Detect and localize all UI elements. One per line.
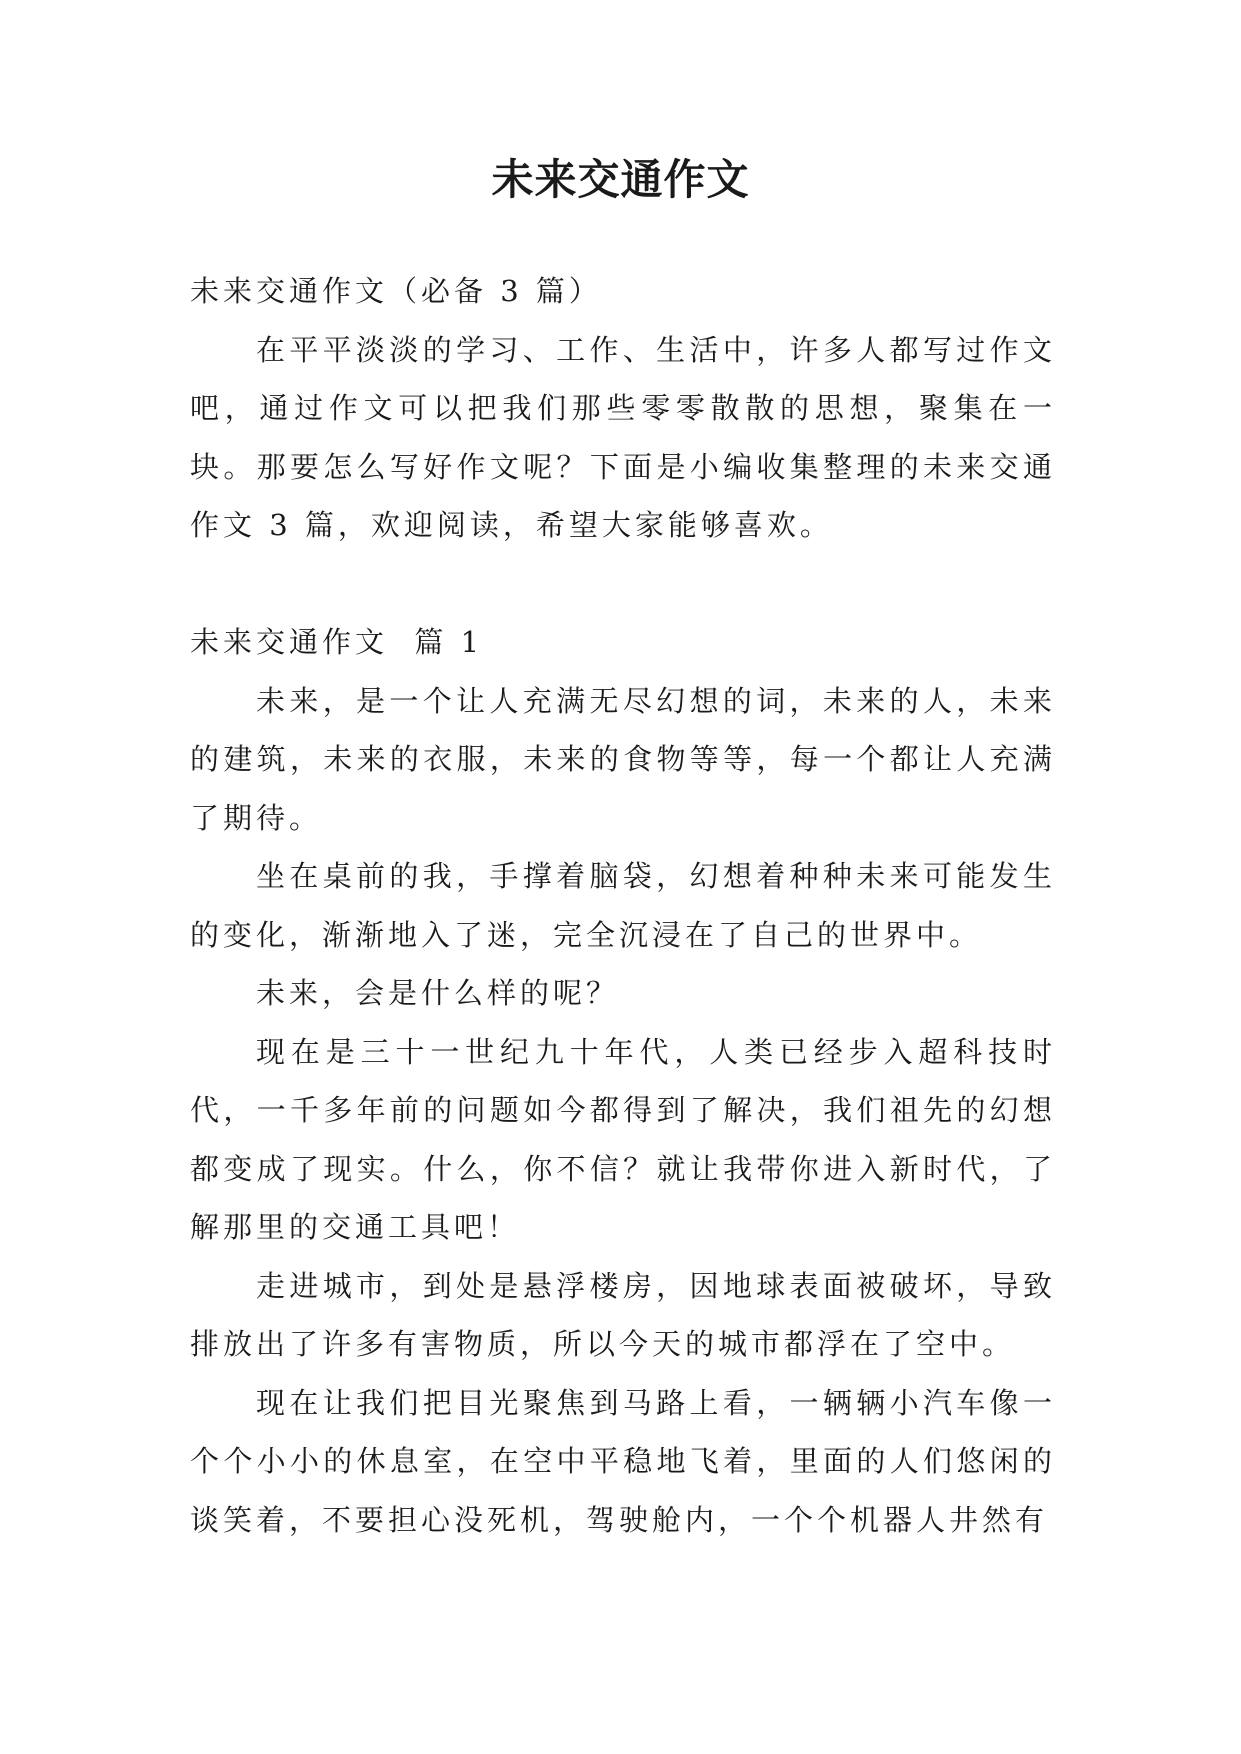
paragraph-2: 坐在桌前的我，手撑着脑袋，幻想着种种未来可能发生的变化，渐渐地入了迷，完全沉浸在了自己的世界中。 xyxy=(190,859,1056,952)
document-title: 未来交通作文 xyxy=(491,155,750,204)
intro-paragraph: 在平平淡淡的学习、工作、生活中，许多人都写过作文吧，通过作文可以把我们那些零零散散的思想，聚集在一块。那要怎么写好作文呢？下面是小编收集整理的未来交通作文 3 篇，欢迎阅读，希望大家能够喜欢。 xyxy=(190,332,1056,542)
paragraph-3: 未来，会是什么样的呢？ xyxy=(256,976,620,1010)
paragraph-5: 走进城市，到处是悬浮楼房，因地球表面被破坏，导致排放出了许多有害物质，所以今天的城市都浮在了空中。 xyxy=(190,1268,1056,1361)
paragraph-4: 现在是三十一世纪九十年代，人类已经步入超科技时代，一千多年前的问题如今都得到了解决，我们祖先的幻想都变成了现实。什么，你不信？就让我带你进入新时代，了解那里的交通工具吧！ xyxy=(190,1034,1056,1244)
paragraph-6: 现在让我们把目光聚焦到马路上看，一辆辆小汽车像一个个小小的休息室，在空中平稳地飞着，里面的人们悠闲的谈笑着，不要担心没死机，驾驶舱内，一个个机器人井然有 xyxy=(190,1385,1056,1537)
section-spacer xyxy=(190,555,1056,614)
document-body xyxy=(190,262,1056,1549)
paragraph-1: 未来，是一个让人充满无尽幻想的词，未来的人，未来的建筑，未来的衣服，未来的食物等等，每一个都让人充满了期待。 xyxy=(190,683,1056,835)
section-heading: 未来交通作文 篇 1 xyxy=(190,625,484,659)
document-subtitle: 未来交通作文（必备 3 篇） xyxy=(190,274,602,308)
